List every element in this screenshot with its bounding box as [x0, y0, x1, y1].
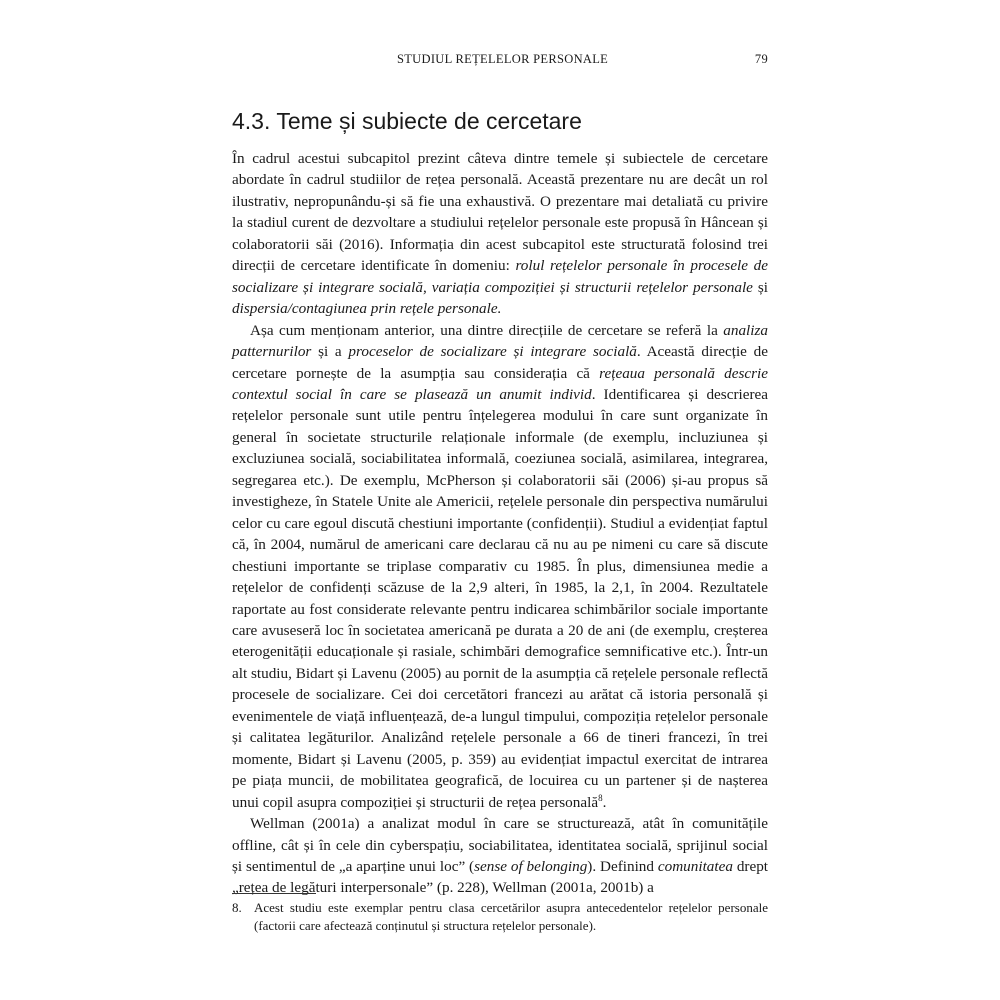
- text-run: și a: [311, 343, 349, 361]
- italic-run: variația compoziției și structurii rețelelor personale: [431, 278, 753, 296]
- text-run: Wellman (2001a) a analizat modul în care se structurează, atât în comunitățile offline, cât și în cele din cyberspațiu, sociabilitatea, identitatea socială, sprijinul social și sentimentul de „a aparține unui loc” (: [232, 815, 768, 875]
- text-run: . Identificarea și descrierea rețelelor personale sunt utile pentru înțelegerea modului în care sunt organizate în general în societate structurile relaționale informale (de exemplu, incluziunea și excluziunea socială, sociabilitatea informală, coeziunea socială, asimilarea, integrarea, segregarea etc.). De exemplu, McPherson și colaboratorii săi (2006) și-au propus să investigheze, în Statele Unite ale Americii, rețelele personale din perspectiva numărului celor cu care egoul discută chestiuni importante (confidenții). Studiul a evidențiat faptul că, în 2004, numărul de americani care declarau că nu au pe nimeni cu care să discute chestiuni importante se triplase comparativ cu 1985. În plus, dimensiunea medie a rețelelor de confidenți scăzuse de la 2,9 alteri, în 1985, la 2,1, în 2004. Rezultatele raportate au fost considerate relevante pentru indicarea schimbărilor sociale importante care avuseseră loc în societatea americană pe durata a 20 de ani (de exemplu, creșterea eterogenității educaționale și rasiale, schimbări demografice semnificative etc.). Într-un alt studiu, Bidart și Lavenu (2005) au pornit de la asumpția că rețelele personale reflectă procesele de socializare. Cei doi cercetători francezi au arătat că istoria personală și evenimentele de viață influențează, de-a lungul timpului, compoziția rețelelor personale și calitatea legăturilor. Analizând rețelele personale a 66 de tineri francezi, în trei momente, Bidart și Lavenu (2005, p. 359) au evidențiat impactul exercitat de intrarea pe piața muncii, de mobilitatea geografică, de locuirea cu un partener și de nașterea unui copil asupra compoziției și structurii de rețea personală: [232, 385, 768, 811]
- text-run: .: [602, 793, 607, 811]
- italic-run: sense of belonging: [474, 857, 588, 875]
- italic-run: analiza patternurilor: [232, 321, 768, 361]
- footnotes: [232, 899, 768, 935]
- footnote-text: Acest studiu este exemplar pentru clasa cercetărilor asupra antecedentelor rețelelor personale (factorii care afectează conținutul și structura rețelelor personale).: [254, 900, 768, 933]
- italic-run: comunitatea: [657, 857, 733, 875]
- section-heading: 4.3. Teme și subiecte de cercetare: [232, 108, 582, 134]
- body-paragraph: [232, 148, 768, 320]
- running-head-title: STUDIUL REȚELELOR PERSONALE: [397, 52, 609, 66]
- footnote-8: [232, 899, 768, 935]
- text-run: Așa cum menționam anterior, una dintre direcțiile de cercetare se referă la: [250, 321, 724, 339]
- text-run: drept „rețea de legături interpersonale” (p. 228), Wellman (2001a, 2001b) a: [232, 857, 769, 897]
- italic-run: dispersia/contagiunea prin rețele personale.: [232, 300, 502, 318]
- body-text: [232, 148, 768, 899]
- italic-run: proceselor de socializare și integrare socială: [348, 343, 637, 361]
- footnote-ref: 8: [598, 792, 603, 803]
- text-run: și: [752, 278, 768, 296]
- text-run: În cadrul acestui subcapitol prezint câteva dintre temele și subiectele de cercetare abordate în cadrul studiilor de rețea personală. Această prezentare nu are decât un rol ilustrativ, nepropunându-și să fie una exhaustivă. O prezentare mai detaliată cu privire la stadiul curent de dezvoltare a studiului rețelelor personale este propusă în Hâncean și colaboratorii săi (2016). Informația din acest subcapitol este structurată folosind trei direcții de cercetare identificate în domeniu:: [232, 150, 768, 275]
- text-run: ,: [422, 278, 432, 296]
- footnote-number: 8.: [232, 900, 242, 915]
- page-number: 79: [754, 52, 768, 66]
- text-run: ). Definind: [587, 857, 658, 875]
- italic-run: rețeaua personală descrie contextul social în care se plasează un anumit individ: [232, 364, 768, 403]
- footnote-rule: [232, 893, 316, 894]
- body-paragraph: [232, 320, 768, 813]
- text-run: . Această direcție de cercetare pornește de la asumpția sau considerația că: [232, 343, 768, 382]
- italic-run: rolul rețelelor personale în procesele de socializare și integrare socială: [232, 257, 768, 296]
- body-paragraph: [232, 813, 768, 899]
